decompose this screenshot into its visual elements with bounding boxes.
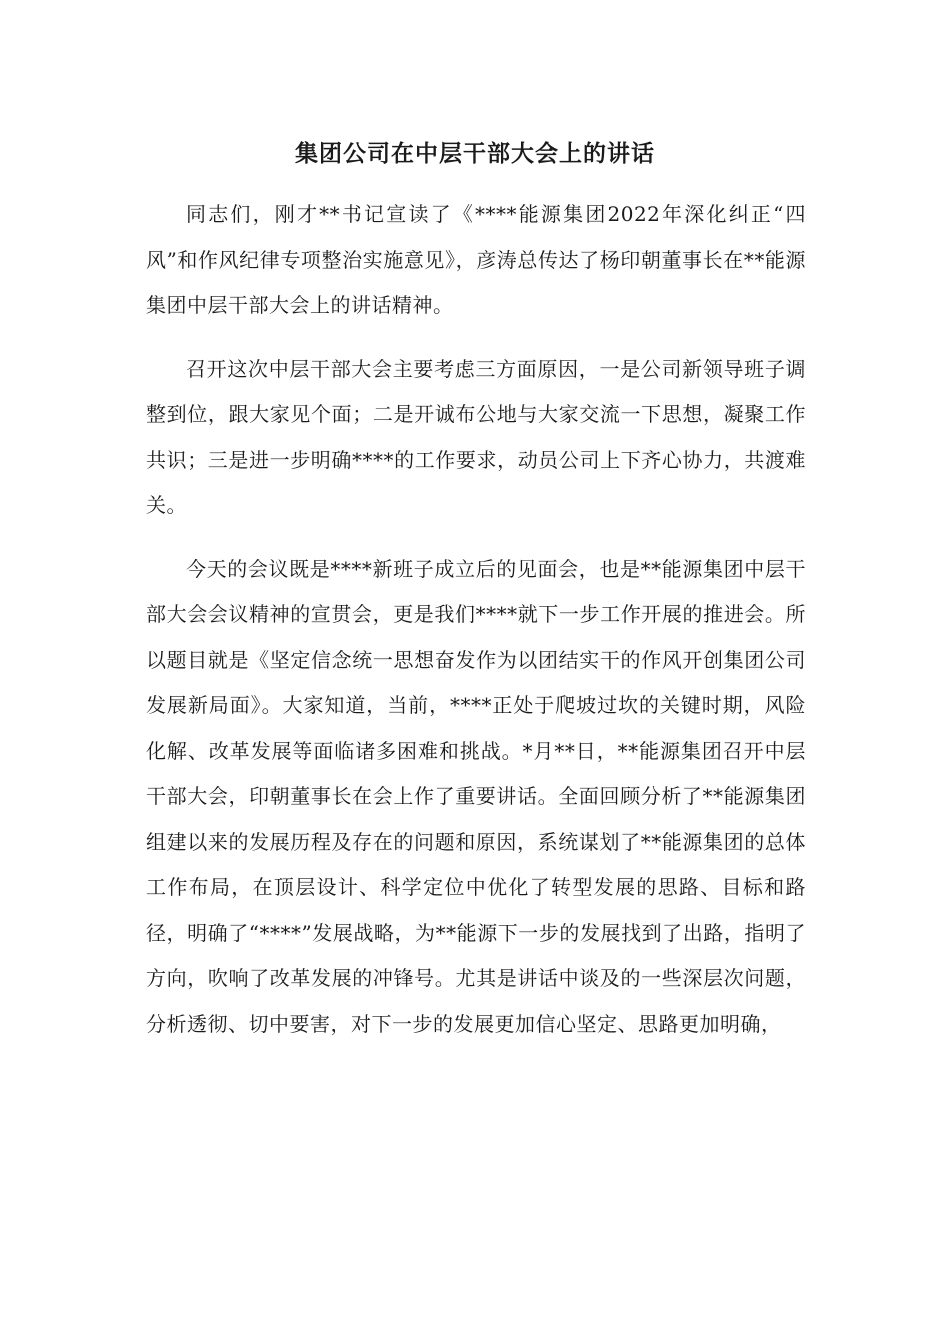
- paragraph-2: 召开这次中层干部大会主要考虑三方面原因，一是公司新领导班子调整到位，跟大家见个面；二是开诚布公地与大家交流一下思想，凝聚工作共识；三是进一步明确****的工作要求，动员公司上下齐心协力，共渡难关。: [146, 356, 806, 517]
- paragraph-1: 同志们，刚才**书记宣读了《****能源集团2022年深化纠正“四风”和作风纪律专项整治实施意见》，彦涛总传达了杨印朝董事长在**能源集团中层干部大会上的讲话精神。: [146, 202, 806, 317]
- document-body: [146, 192, 806, 1047]
- document-title: 集团公司在中层干部大会上的讲话: [295, 141, 655, 167]
- paragraph-3: 今天的会议既是****新班子成立后的见面会，也是**能源集团中层干部大会会议精神的宣贯会，更是我们****就下一步工作开展的推进会。所以题目就是《坚定信念统一思想奋发作为以团结实干的作风开创集团公司发展新局面》。大家知道，当前，****正处于爬坡过坎的关键时期，风险化解、改革发展等面临诸多困难和挑战。*月**日，**能源集团召开中层干部大会，印朝董事长在会上作了重要讲话。全面回顾分析了**能源集团组建以来的发展历程及存在的问题和原因，系统谋划了**能源集团的总体工作布局，在顶层设计、科学定位中优化了转型发展的思路、目标和路径，明确了“****”发展战略，为**能源下一步的发展找到了出路，指明了方向，吹响了改革发展的冲锋号。尤其是讲话中谈及的一些深层次问题，分析透彻、切中要害，对下一步的发展更加信心坚定、思路更加明确，: [146, 556, 806, 1036]
